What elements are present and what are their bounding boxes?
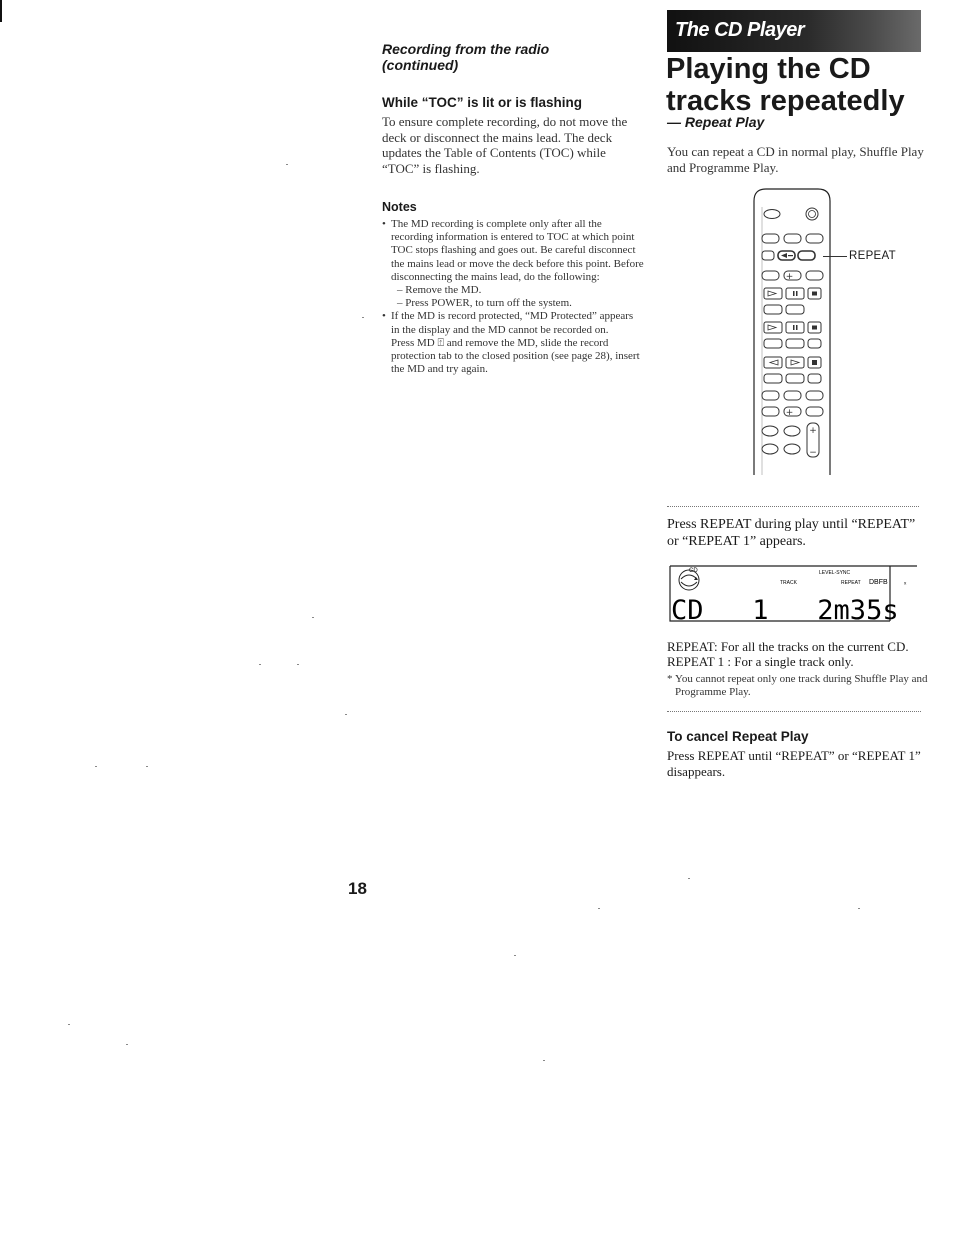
notes-list: [382, 218, 644, 376]
title-line-1: Playing the CD: [666, 53, 871, 85]
note-text: The MD recording is complete only after all the recording information is entered to TOC at which point TOC stops flashing and goes out. Be careful disconnect the mains lead or move the deck before this point. Before disconnecting the mains lead, do the following:: [391, 218, 644, 283]
subhead-line-1: Recording from the radio: [382, 41, 550, 57]
scan-speck: [297, 664, 299, 665]
scan-speck: [345, 714, 347, 715]
scan-speck: [362, 317, 364, 318]
note-text: If the MD is record protected, “MD Protected” appears in the display and the MD cannot be recorded on.: [391, 310, 634, 336]
intro-text: You can repeat a CD in normal play, Shuffle Play and Programme Play.: [667, 144, 924, 175]
cancel-heading: To cancel Repeat Play: [667, 729, 809, 744]
section-divider: [667, 711, 921, 713]
notes-heading: Notes: [382, 200, 417, 214]
lcd-display-illustration: [667, 563, 917, 623]
title-line-2: tracks repeatedly: [666, 85, 905, 117]
note-item: [382, 310, 644, 376]
note-subitem: – Remove the MD.: [397, 284, 482, 297]
display-level-sync: LEVEL-SYNC: [819, 570, 851, 576]
svg-text:+: +: [809, 426, 817, 436]
toc-body-text: To ensure complete recording, do not move the deck or disconnect the mains lead. The deck updates the Table of Contents (TOC) while “TOC” is flashing.: [382, 114, 628, 176]
section-divider: [667, 506, 919, 508]
scan-speck: [95, 766, 97, 767]
display-main-readout: CD 1 2m35s: [671, 595, 899, 623]
scan-speck: [312, 617, 314, 618]
display-track-label: TRACK: [780, 580, 797, 586]
scan-speck: [514, 955, 516, 956]
scan-speck: [126, 1044, 128, 1045]
footnote: [667, 673, 929, 699]
footnote-text: You cannot repeat only one track during Shuffle Play and Programme Play.: [675, 673, 928, 698]
instruction-text: Press REPEAT during play until “REPEAT” or “REPEAT 1” appears.: [667, 517, 916, 549]
subhead-line-2: (continued): [382, 57, 459, 73]
page-subtitle: — Repeat Play: [667, 114, 765, 130]
toc-heading: While “TOC” is lit or is flashing: [382, 95, 583, 110]
svg-text:ₓ: ₓ: [904, 579, 907, 586]
scan-speck: [543, 1060, 545, 1061]
section-tab-label: The CD Player: [675, 19, 805, 41]
continued-subheading: [382, 41, 632, 73]
svg-text:+: +: [785, 408, 794, 418]
note-item: [382, 218, 644, 310]
svg-text:−: −: [809, 448, 817, 458]
scan-speck: [68, 1024, 70, 1025]
display-dbfb-label: DBFB: [869, 579, 888, 586]
display-cd-tag: CD: [689, 568, 698, 574]
repeat-leader-line: [823, 256, 847, 257]
footnote-marker: *: [667, 673, 673, 685]
scan-speck: [259, 664, 261, 665]
page-title: [666, 53, 936, 117]
scan-gutter-mark: [0, 0, 2, 22]
note-subitem: – Press POWER, to turn off the system.: [397, 297, 572, 310]
repeat-definition: REPEAT: For all the tracks on the current CD.: [667, 639, 909, 654]
page-number: 18: [348, 879, 367, 898]
repeat-1-definition: REPEAT 1 : For a single track only.: [667, 654, 854, 669]
note-subitem: Press MD ⍐ and remove the MD, slide the record protection tab to the closed position (see page 28), insert the MD and try again.: [391, 336, 640, 376]
scan-speck: [598, 908, 600, 909]
scan-speck: [286, 164, 288, 165]
repeat-button-callout: REPEAT: [849, 250, 896, 262]
svg-text:+: +: [785, 272, 794, 282]
section-tab: [667, 10, 921, 52]
cancel-body-text: Press REPEAT until “REPEAT” or “REPEAT 1” disappears.: [667, 748, 921, 779]
scan-speck: [146, 766, 148, 767]
note-bullet: •: [382, 310, 386, 323]
scan-speck: [858, 908, 860, 909]
note-bullet: •: [382, 218, 386, 230]
display-repeat-label: REPEAT: [841, 580, 861, 586]
scan-speck: [688, 878, 690, 879]
remote-control-illustration: [752, 187, 832, 475]
